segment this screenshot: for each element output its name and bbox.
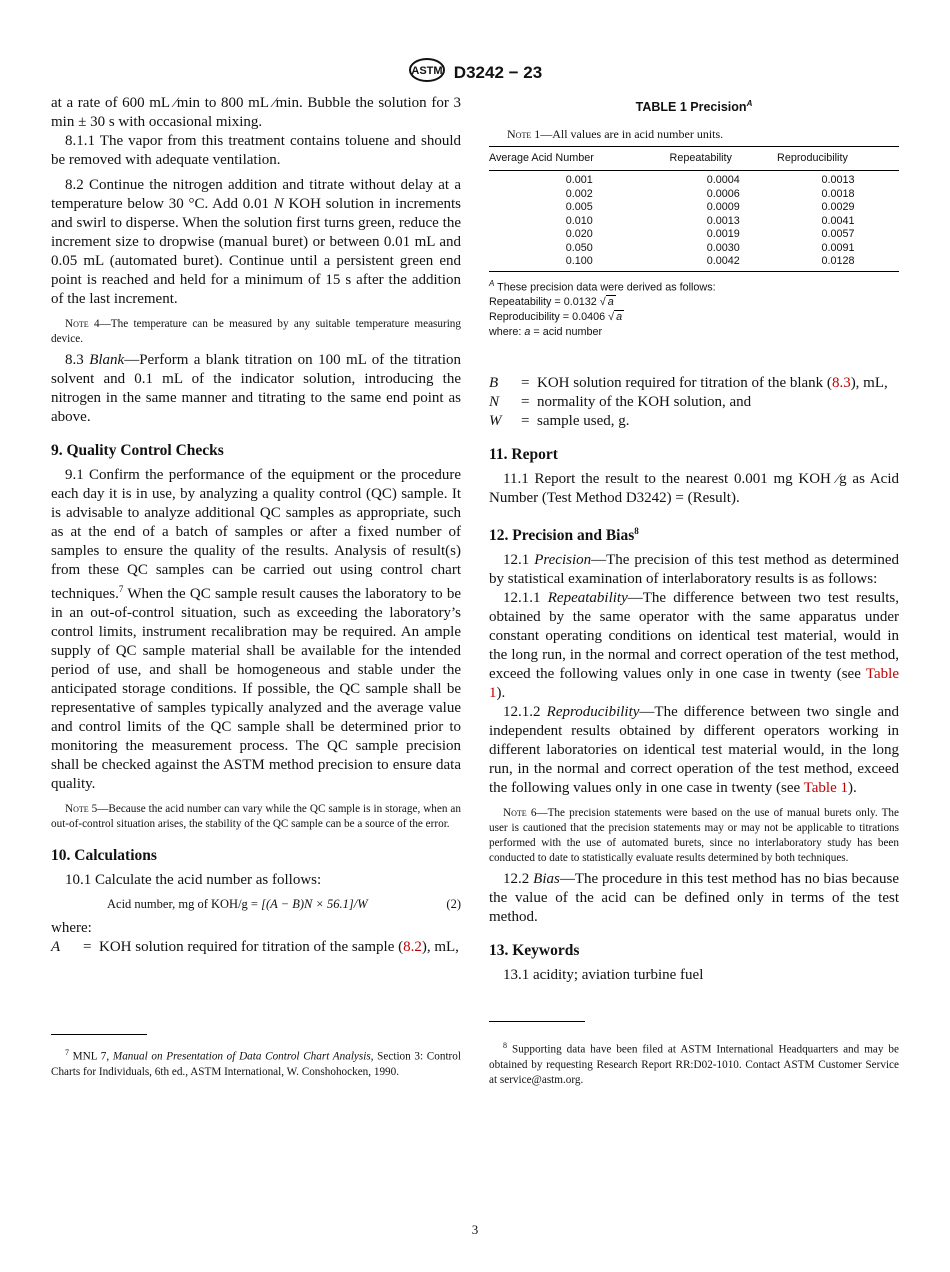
table-1-link[interactable]: Table 1 (803, 780, 849, 797)
note-4: Note 4—The temperature can be measured by any suitable temperature measuring device. (51, 318, 461, 345)
section-8-2-link[interactable]: 8.2 (403, 939, 422, 955)
where-label: where: (51, 920, 92, 936)
table-row: 0.020 0.0019 0.0057 (565, 228, 855, 241)
paragraph-8-1-1: 8.1.1 The vapor from this treatment contains toluene and should be removed with adequate ventilation. (51, 133, 461, 168)
page-header (0, 58, 950, 87)
section-10-heading: 10. Calculations (51, 847, 157, 864)
definition-A: A = KOH solution required for titration of the sample (8.2), mL, (51, 939, 459, 955)
table-row: 0.050 0.0030 0.0091 (565, 241, 855, 254)
paragraph-11-1: 11.1 Report the result to the nearest 0.001 mg KOH ⁄g as Acid Number (Test Method D3242) = (Result). (489, 471, 899, 507)
paragraph-10-1: 10.1 Calculate the acid number as follows: (65, 872, 322, 888)
table-header: Repeatability (670, 147, 778, 171)
paragraph-9-1: 9.1 Confirm the performance of the equipment or the procedure each day it is in use, by analyzing a quality control (QC) sample. It is advisable to analyze additional QC samples as appropriate, such as at the end of a batch of samples or after a fixed number of samples to ensure the quality of the results. Analysis of result(s) from these QC samples can be carried out using control chart techniques.$^7$ When the QC sample result causes the laboratory to be in an out-of-control situation, such as exceeding the laboratory’s control limits, instrument recalibration may be required. An ample supply of QC sample material shall be available for the intended period of use, and shall be homogeneous and stable under the anticipated storage conditions. If possible, the QC sample shall be representative of samples typically analyzed and the average value and control limits of the QC sample shall be determined prior to monitoring the measurement process. The QC sample precision shall be checked against the ASTM method precision to ensure data quality. (51, 467, 461, 792)
definition-W: W = sample used, g. (489, 413, 630, 430)
table-row: 0.005 0.0009 0.0029 (565, 201, 855, 214)
equation-2: Acid number, mg of KOH/g = [(A − B)N × 56.1]/W (2) (107, 897, 461, 911)
definition-B: B = KOH solution required for titration of the blank (8.3), mL, (489, 375, 888, 392)
right-column (489, 94, 900, 1086)
definitions-continued (489, 374, 899, 431)
paragraph-8-3: 8.3 Blank—Perform a blank titration on 100 mL of the titration solvent and 0.1 mL of the indicator solution, introducing the nitrogen in the same manner and titrating to the same end point as above. (51, 352, 461, 425)
footnote-area-right (489, 1021, 899, 1088)
footnote-8: $^8$ Supporting data have been filed at ASTM International Headquarters and may be obtained by requesting Research Report RR:D02-1010. Contact ASTM Customer Service at service@astm.org. (489, 1041, 899, 1086)
precision-table (489, 146, 899, 272)
document-id: D3242 − 23 (453, 62, 543, 82)
table-1-title: TABLE 1 Precision$^A$ (635, 99, 753, 115)
table-row: 0.100 0.0042 0.0128 (489, 255, 899, 271)
section-12-heading: 12. Precision and Bias$^8$ (489, 526, 639, 545)
page-number: 3 (471, 1222, 479, 1237)
paragraph-12-1-1: 12.1.1 Repeatability—The difference between two test results, obtained by the same operator with the same apparatus under constant operating conditions on identical test material, would in the long run, in the normal and correct operation of the test method, exceed the following values only in one case in twenty (see Table 1). (489, 590, 899, 702)
definition-N: N = normality of the KOH solution, and (489, 394, 752, 411)
section-8-3-link[interactable]: 8.3 (831, 375, 851, 392)
note-5: Note 5—Because the acid number can vary while the QC sample is in storage, when an out-of-control situation arises, the stability of the QC sample can be a source of the error. (51, 803, 461, 830)
table-footnote: $^A$ These precision data were derived as follows: Repeatability = 0.0132 √ a Reproducibility = 0.0406 √ a where: a = acid number (489, 278, 716, 339)
table-header: Average Acid Number (489, 147, 670, 171)
table-row: 0.001 0.0004 0.0013 (565, 174, 855, 187)
section-11-heading: 11. Report (489, 446, 558, 464)
paragraph-8-2: 8.2 Continue the nitrogen addition and titrate without delay at a temperature below 30 °C. Add 0.01 N KOH solution in increments and swirl to disperse. When the solution first turns green, reduce the increment size to dropwise (manual buret) or between 0.01 mL and 0.05 mL (automated buret). Continue until a persistent green end point is reached and held for a minimum of 15 s after the addition of the last increment. (51, 177, 461, 307)
section-9-heading: 9. Quality Control Checks (51, 442, 224, 459)
section-13-heading: 13. Keywords (489, 942, 580, 960)
footnote-rule (51, 1034, 147, 1035)
paragraph-8-1-cont: at a rate of 600 mL ⁄min to 800 mL ⁄min. Bubble the solution for 3 min ± 30 s with occasional mixing. (51, 95, 461, 130)
paragraph-13-1: 13.1 acidity; aviation turbine fuel (503, 967, 704, 984)
footnote-7: $^7$ MNL 7, Manual on Presentation of Data Control Chart Analysis, Section 3: Control Charts for Individuals, 6th ed., ASTM International, W. Conshohocken, 1990. (51, 1048, 461, 1078)
table-header: Reproducibility (777, 147, 899, 171)
paragraph-12-1: 12.1 Precision—The precision of this test method as determined by statistical examination of interlaboratory results is as follows: (489, 552, 900, 588)
footnote-rule (489, 1021, 585, 1022)
table-note-1: Note 1—All values are in acid number units. (507, 127, 724, 142)
paragraph-12-1-2: 12.1.2 Reproducibility—The difference between two single and independent results obtained by different operators working in different laboratories on identical test material would, in the long run, in the normal and correct operation of the test method, exceed the following values only in one case in twenty (see Table 1). (489, 704, 899, 797)
footnote-area-left (51, 1034, 461, 1080)
note-6: Note 6—The precision statements were based on the use of manual burets only. The user is cautioned that the precision statements may or may not be applicable to titrations performed with the use of automated burets, since no interlaboratory study has been conducted to date to statistically evaluate results determined by both techniques. (489, 807, 899, 865)
left-column (51, 94, 461, 1078)
table-row: 0.010 0.0013 0.0041 (565, 214, 855, 227)
table-1-link[interactable]: Table 1 (489, 666, 899, 702)
svg-text:ASTM: ASTM (411, 65, 443, 77)
paragraph-12-2: 12.2 Bias—The procedure in this test method has no bias because the value of the acid can be defined only in terms of the test method. (489, 871, 900, 926)
astm-logo-icon (408, 58, 446, 87)
table-row: 0.002 0.0006 0.0018 (565, 187, 855, 200)
